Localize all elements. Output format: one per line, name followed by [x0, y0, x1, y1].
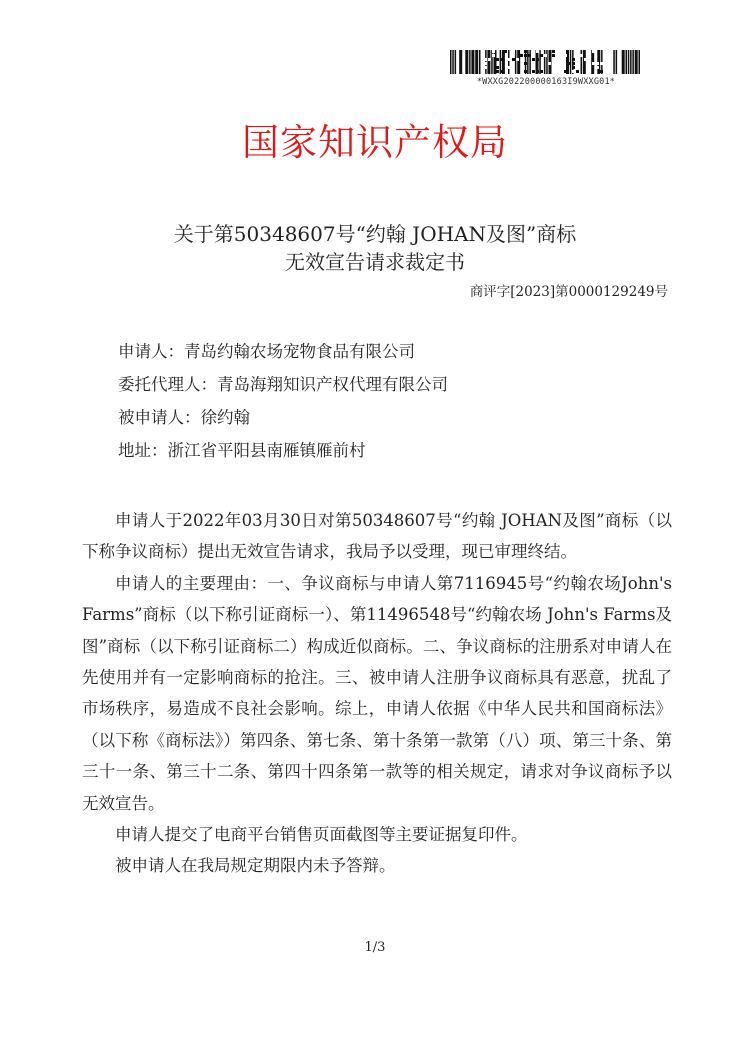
- page-indicator: 1/3: [364, 940, 386, 955]
- address-line: 地址：浙江省平阳县南雁镇雁前村: [118, 441, 366, 460]
- applicant-line: 申请人：青岛约翰农场宠物食品有限公司: [118, 342, 415, 361]
- document-number: 商评字[2023]第0000129249号: [469, 284, 668, 300]
- barcode-text: *WXXG202200000163I9WXXG01*: [476, 77, 616, 87]
- respondent-line: 被申请人：徐约翰: [118, 408, 250, 427]
- paragraph: 被申请人在我局规定期限内未予答辩。: [115, 856, 396, 876]
- paragraph: 申请人的主要理由：一、争议商标与申请人第7116945号“约翰农场John's Farms”商标（以下称引证商标一）、第11496548号“约翰农场 John's Farms及图”商标（以下称引证商标二）构成近似商标。二、争议商标的注册系对申请人在先使用并有一定影响商标的抢注。三、被申请人注册争议商标具有恶意，扰乱了市场秩序，易造成不良社会影响。综上，申请人依据《中华人民共和国商标法》（以下称《商标法》）第四条、第七条、第十条第一款第（八）项、第三十条、第三十一条、第三十二条、第四十四条第一款等的相关规定，请求对争议商标予以无效宣告。: [82, 573, 672, 813]
- barcode-graphic: [448, 50, 644, 76]
- paragraph: 申请人于2022年03月30日对第50348607号“约翰 JOHAN及图”商标（以下称争议商标）提出无效宣告请求，我局予以受理，现已审理终结。: [82, 511, 672, 562]
- agency-name: 国家知识产权局: [242, 121, 508, 164]
- document-title-line1: 关于第50348607号“约翰 JOHAN及图”商标: [173, 222, 577, 246]
- document-body: [82, 505, 672, 882]
- barcode: [448, 50, 644, 87]
- agent-line: 委托代理人：青岛海翔知识产权代理有限公司: [118, 375, 448, 394]
- paragraph: 申请人提交了电商平台销售页面截图等主要证据复印件。: [115, 825, 528, 845]
- document-title-line2: 无效宣告请求裁定书: [285, 250, 465, 274]
